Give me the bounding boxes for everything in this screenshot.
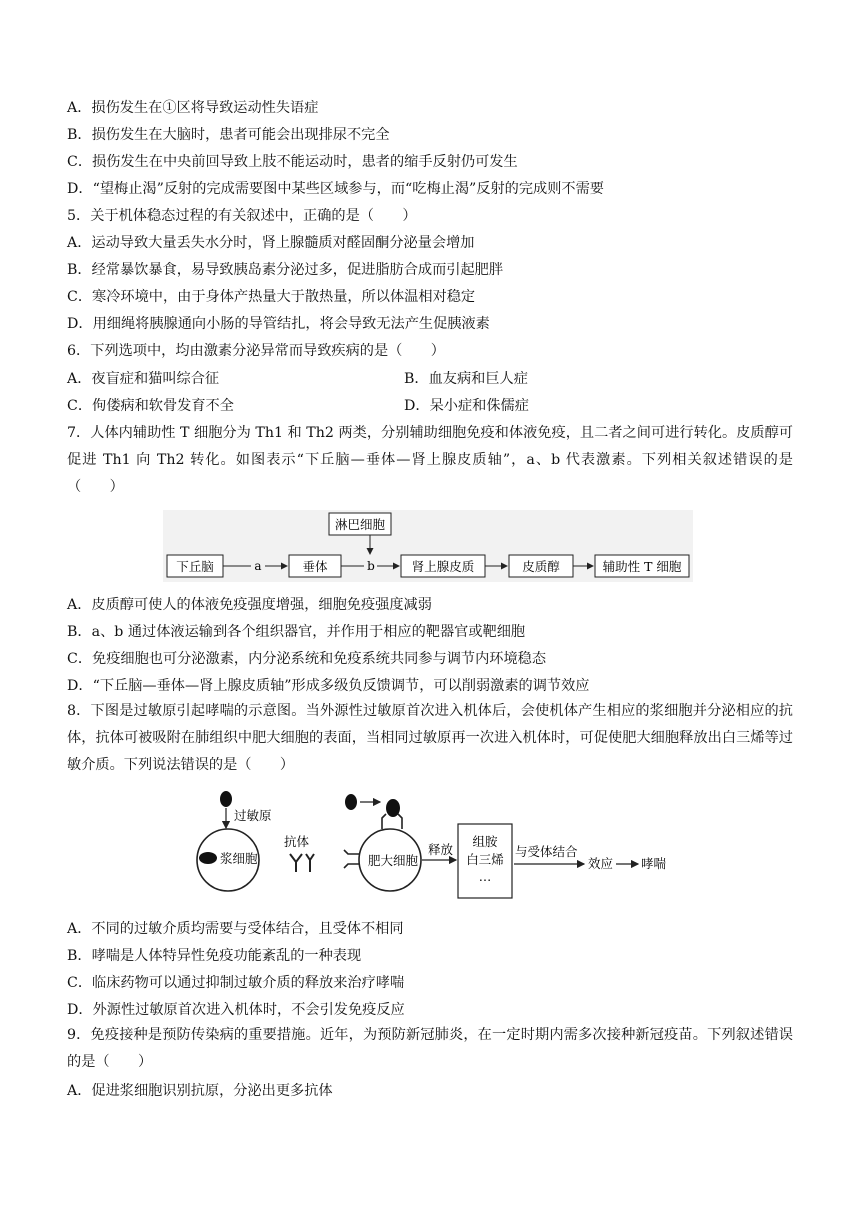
- q7-option-d: D．“下丘脑—垂体—肾上腺皮质轴”形成多级负反馈调节，可以削弱激素的调节效应: [67, 678, 590, 694]
- q5-option-a: A．运动导致大量丢失水分时，肾上腺髓质对醛固酮分泌量会增加: [67, 235, 475, 251]
- q8-figure-svg: [188, 788, 673, 900]
- q9-option-a: A．促进浆细胞识别抗原，分泌出更多抗体: [67, 1083, 333, 1099]
- label-hypothalamus: 下丘脑: [176, 559, 214, 574]
- q7-stem: 7．人体内辅助性 T 细胞分为 Th1 和 Th2 两类，分别辅助细胞免疫和体液免疫，且二者之间可进行转化。皮质醇可促进 Th1 向 Th2 转化。如图表示“下丘脑—垂体—肾上腺皮质轴”，a、b 代表激素。下列相关叙述错误的是（ ）: [67, 425, 793, 495]
- q4-option-c: C．损伤发生在中央前回导致上肢不能运动时，患者的缩手反射仍可发生: [67, 154, 518, 170]
- q7-hpa-axis-figure: [163, 510, 693, 582]
- q5-option-d: D．用细绳将胰腺通向小肠的导管结扎，将会导致无法产生促胰液素: [67, 316, 490, 332]
- q8-stem: 8．下图是过敏原引起哮喘的示意图。当外源性过敏原首次进入机体后，会使机体产生相应的浆细胞并分泌相应的抗体，抗体可被吸附在肺组织中肥大细胞的表面，当相同过敏原再一次进入机体时，可促使肥大细胞释放出白三烯等过敏介质。下列说法错误的是（ ）: [67, 703, 793, 773]
- label-plasma-cell: 浆细胞: [220, 851, 258, 866]
- q8-option-c: C．临床药物可以通过抑制过敏介质的释放来治疗哮喘: [67, 975, 405, 991]
- q6-option-d: D．呆小症和侏儒症: [404, 398, 529, 414]
- antibody-icon: [290, 854, 314, 872]
- q6-stem: 6．下列选项中，均由激素分泌异常而导致疾病的是（ ）: [67, 343, 445, 359]
- label-bind-receptor: 与受体结合: [515, 844, 578, 859]
- label-mast-cell: 肥大细胞: [368, 853, 419, 868]
- q9-stem: 9．免疫接种是预防传染病的重要措施。近年，为预防新冠肺炎，在一定时期内需多次接种新冠疫苗。下列叙述错误的是（ ）: [67, 1027, 793, 1070]
- label-lymphocyte: 淋巴细胞: [334, 517, 386, 532]
- q8-option-b: B．哮喘是人体特异性免疫功能紊乱的一种表现: [67, 948, 362, 964]
- label-hormone-a: a: [254, 559, 262, 573]
- q7-option-b: B．a、b 通过体液运输到各个组织器官，并作用于相应的靶器官或靶细胞: [67, 624, 526, 640]
- plasma-cell-nucleus: [199, 852, 217, 864]
- label-histamine: 组胺: [472, 834, 498, 849]
- label-asthma: 哮喘: [641, 856, 667, 871]
- q8-option-a: A．不同的过敏介质均需要与受体结合，且受体不相同: [67, 921, 404, 937]
- allergen-dot-second: [345, 794, 357, 810]
- label-ellipsis: …: [478, 869, 492, 884]
- q4-option-d: D．“望梅止渴”反射的完成需要图中某些区域参与，而“吃梅止渴”反射的完成则不需要: [67, 181, 604, 197]
- label-hormone-b: b: [367, 559, 375, 573]
- q4-option-b: B．损伤发生在大脑时，患者可能会出现排尿不完全: [67, 127, 390, 143]
- q5-stem: 5．关于机体稳态过程的有关叙述中，正确的是（ ）: [67, 208, 417, 224]
- q7-option-a: A．皮质醇可使人的体液免疫强度增强，细胞免疫强度减弱: [67, 597, 432, 613]
- q5-option-c: C．寒冷环境中，由于身体产热量大于散热量，所以体温相对稳定: [67, 289, 476, 305]
- q8-allergy-figure: [188, 788, 673, 900]
- label-release: 释放: [428, 842, 454, 857]
- label-antibody: 抗体: [284, 834, 310, 849]
- label-cortisol: 皮质醇: [522, 559, 560, 574]
- label-adrenal-cortex: 肾上腺皮质: [411, 559, 475, 574]
- q6-option-b: B．血友病和巨人症: [404, 371, 528, 387]
- q8-option-d: D．外源性过敏原首次进入机体时，不会引发免疫反应: [67, 1002, 405, 1018]
- label-effect: 效应: [588, 856, 614, 871]
- allergen-dot: [220, 791, 232, 807]
- label-helper-t-cell: 辅助性 T 细胞: [602, 559, 682, 574]
- q6-option-c: C．佝偻病和软骨发育不全: [67, 398, 234, 414]
- label-leukotriene: 白三烯: [466, 852, 504, 867]
- q7-figure-svg: [163, 510, 693, 582]
- q5-option-b: B．经常暴饮暴食，易导致胰岛素分泌过多，促进脂肪合成而引起肥胖: [67, 262, 504, 278]
- label-pituitary: 垂体: [302, 559, 328, 574]
- label-allergen: 过敏原: [234, 808, 272, 823]
- q6-option-a: A．夜盲症和猫叫综合征: [67, 371, 220, 387]
- q7-option-c: C．免疫细胞也可分泌激素，内分泌系统和免疫系统共同参与调节内环境稳态: [67, 651, 547, 667]
- q4-option-a: A．损伤发生在①区将导致运动性失语症: [67, 100, 319, 116]
